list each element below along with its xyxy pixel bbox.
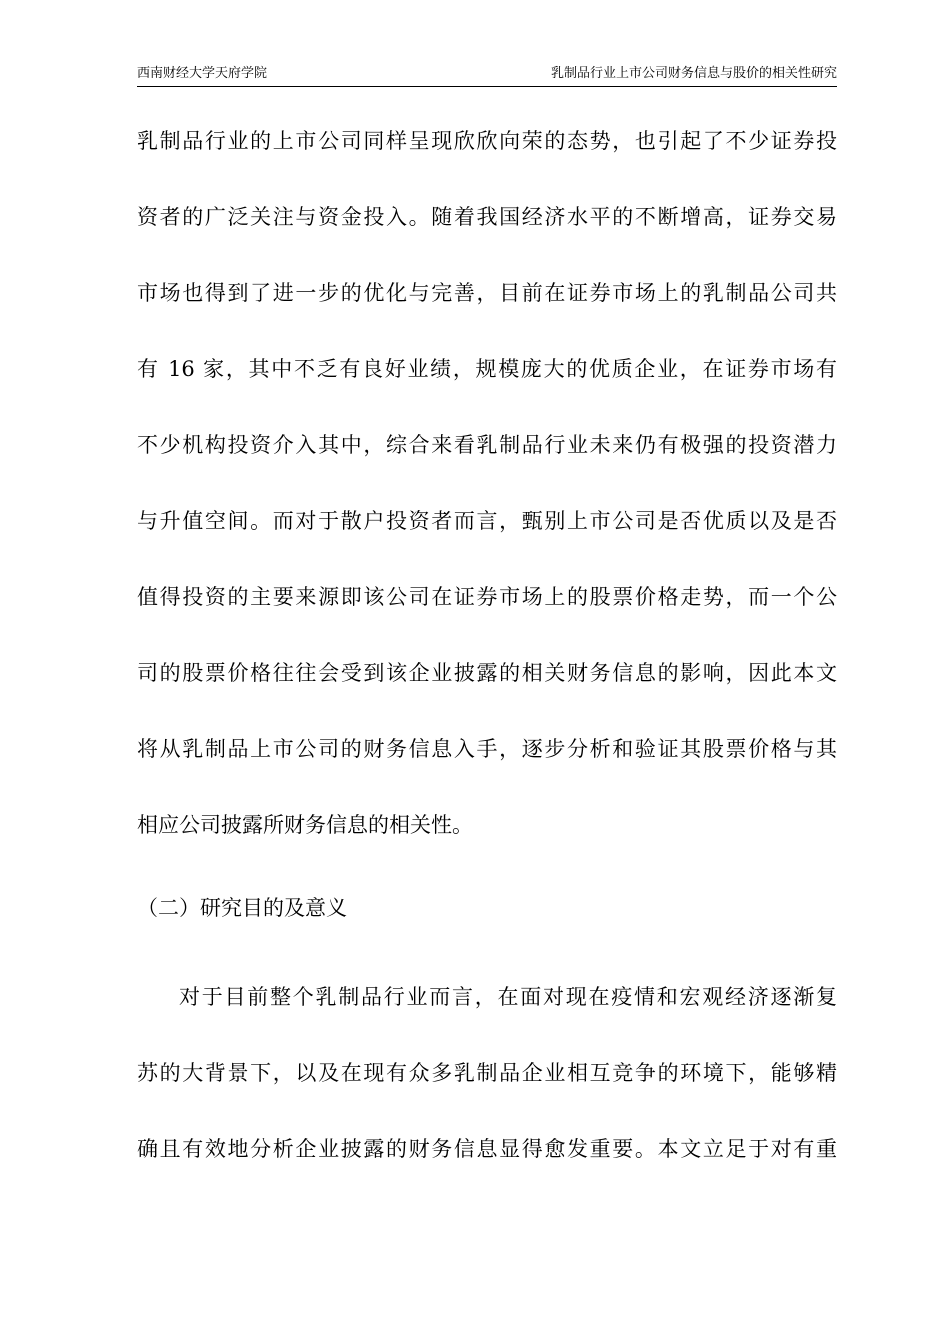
text-line: 苏的大背景下，以及在现有众多乳制品企业相互竞争的环境下，能够精 — [137, 1061, 837, 1085]
text-line: 与升值空间。而对于散户投资者而言，甄别上市公司是否优质以及是否 — [137, 509, 837, 533]
page-header — [137, 64, 837, 87]
text-line: 相应公司披露所财务信息的相关性。 — [137, 813, 473, 837]
text-line: 市场也得到了进一步的优化与完善，目前在证券市场上的乳制品公司共 — [137, 281, 837, 305]
text-line: 对于目前整个乳制品行业而言，在面对现在疫情和宏观经济逐渐复 — [179, 985, 837, 1009]
text-line: 司的股票价格往往会受到该企业披露的相关财务信息的影响，因此本文 — [137, 661, 837, 685]
text-line: 有 16 家，其中不乏有良好业绩，规模庞大的优质企业，在证券市场有 — [137, 357, 837, 381]
text-line: 值得投资的主要来源即该公司在证券市场上的股票价格走势，而一个公 — [137, 585, 837, 609]
text-line: 资者的广泛关注与资金投入。随着我国经济水平的不断增高，证券交易 — [137, 205, 837, 229]
text-line: 乳制品行业的上市公司同样呈现欣欣向荣的态势，也引起了不少证券投 — [137, 129, 837, 153]
text-line: 将从乳制品上市公司的财务信息入手，逐步分析和验证其股票价格与其 — [137, 737, 837, 761]
header-institution: 西南财经大学天府学院 — [137, 66, 268, 81]
text-line: 确且有效地分析企业披露的财务信息显得愈发重要。本文立足于对有重 — [137, 1137, 837, 1161]
text-line: 不少机构投资介入其中，综合来看乳制品行业未来仍有极强的投资潜力 — [137, 433, 837, 457]
section-heading: （二）研究目的及意义 — [137, 896, 347, 920]
header-paper-title: 乳制品行业上市公司财务信息与股价的相关性研究 — [550, 66, 837, 81]
